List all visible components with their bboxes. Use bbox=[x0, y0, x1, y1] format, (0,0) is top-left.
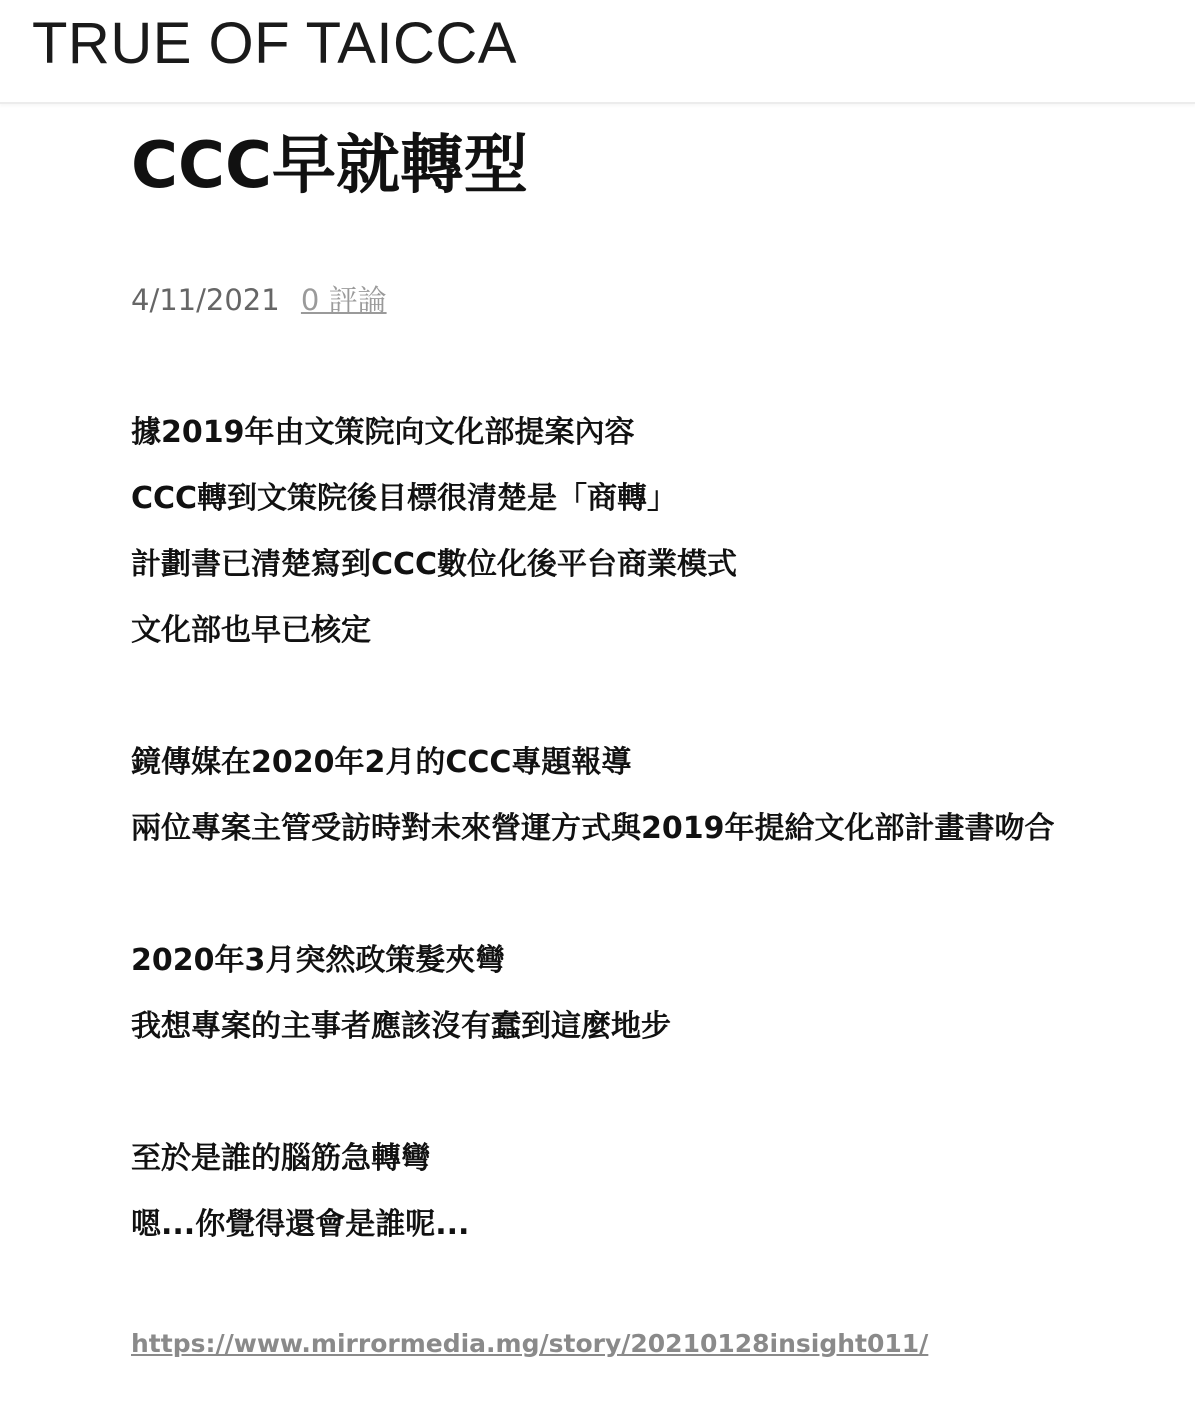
post-meta bbox=[131, 280, 387, 320]
body-line: 2020年3月突然政策髮夾彎 bbox=[131, 943, 506, 978]
body-line: CCC轉到文策院後目標很清楚是「商轉」 bbox=[131, 481, 678, 516]
post-body bbox=[131, 410, 1131, 1362]
body-line: 我想專案的主事者應該沒有蠢到這麼地步 bbox=[131, 1009, 671, 1044]
paragraph-break bbox=[131, 1070, 1131, 1136]
site-header bbox=[0, 0, 1195, 104]
site-title-link[interactable]: TRUE OF TAICCA bbox=[32, 11, 517, 76]
post-title: CCC早就轉型 bbox=[131, 129, 528, 203]
source-link[interactable]: https://www.mirrormedia.mg/story/20210128insight011/ bbox=[131, 1329, 929, 1358]
paragraph-break bbox=[131, 674, 1131, 740]
body-line: 兩位專案主管受訪時對未來營運方式與2019年提給文化部計畫書吻合 bbox=[131, 811, 1055, 846]
body-line: 文化部也早已核定 bbox=[131, 613, 371, 648]
comments-link[interactable]: 0 評論 bbox=[300, 283, 387, 317]
paragraph-break bbox=[131, 872, 1131, 938]
body-line: 據2019年由文策院向文化部提案內容 bbox=[131, 415, 635, 450]
body-line: 計劃書已清楚寫到CCC數位化後平台商業模式 bbox=[131, 547, 738, 582]
body-line: 嗯...你覺得還會是誰呢... bbox=[131, 1207, 470, 1242]
post-date: 4/11/2021 bbox=[131, 283, 280, 317]
body-line: 至於是誰的腦筋急轉彎 bbox=[131, 1141, 431, 1176]
body-line: 鏡傳媒在2020年2月的CCC專題報導 bbox=[131, 745, 632, 780]
